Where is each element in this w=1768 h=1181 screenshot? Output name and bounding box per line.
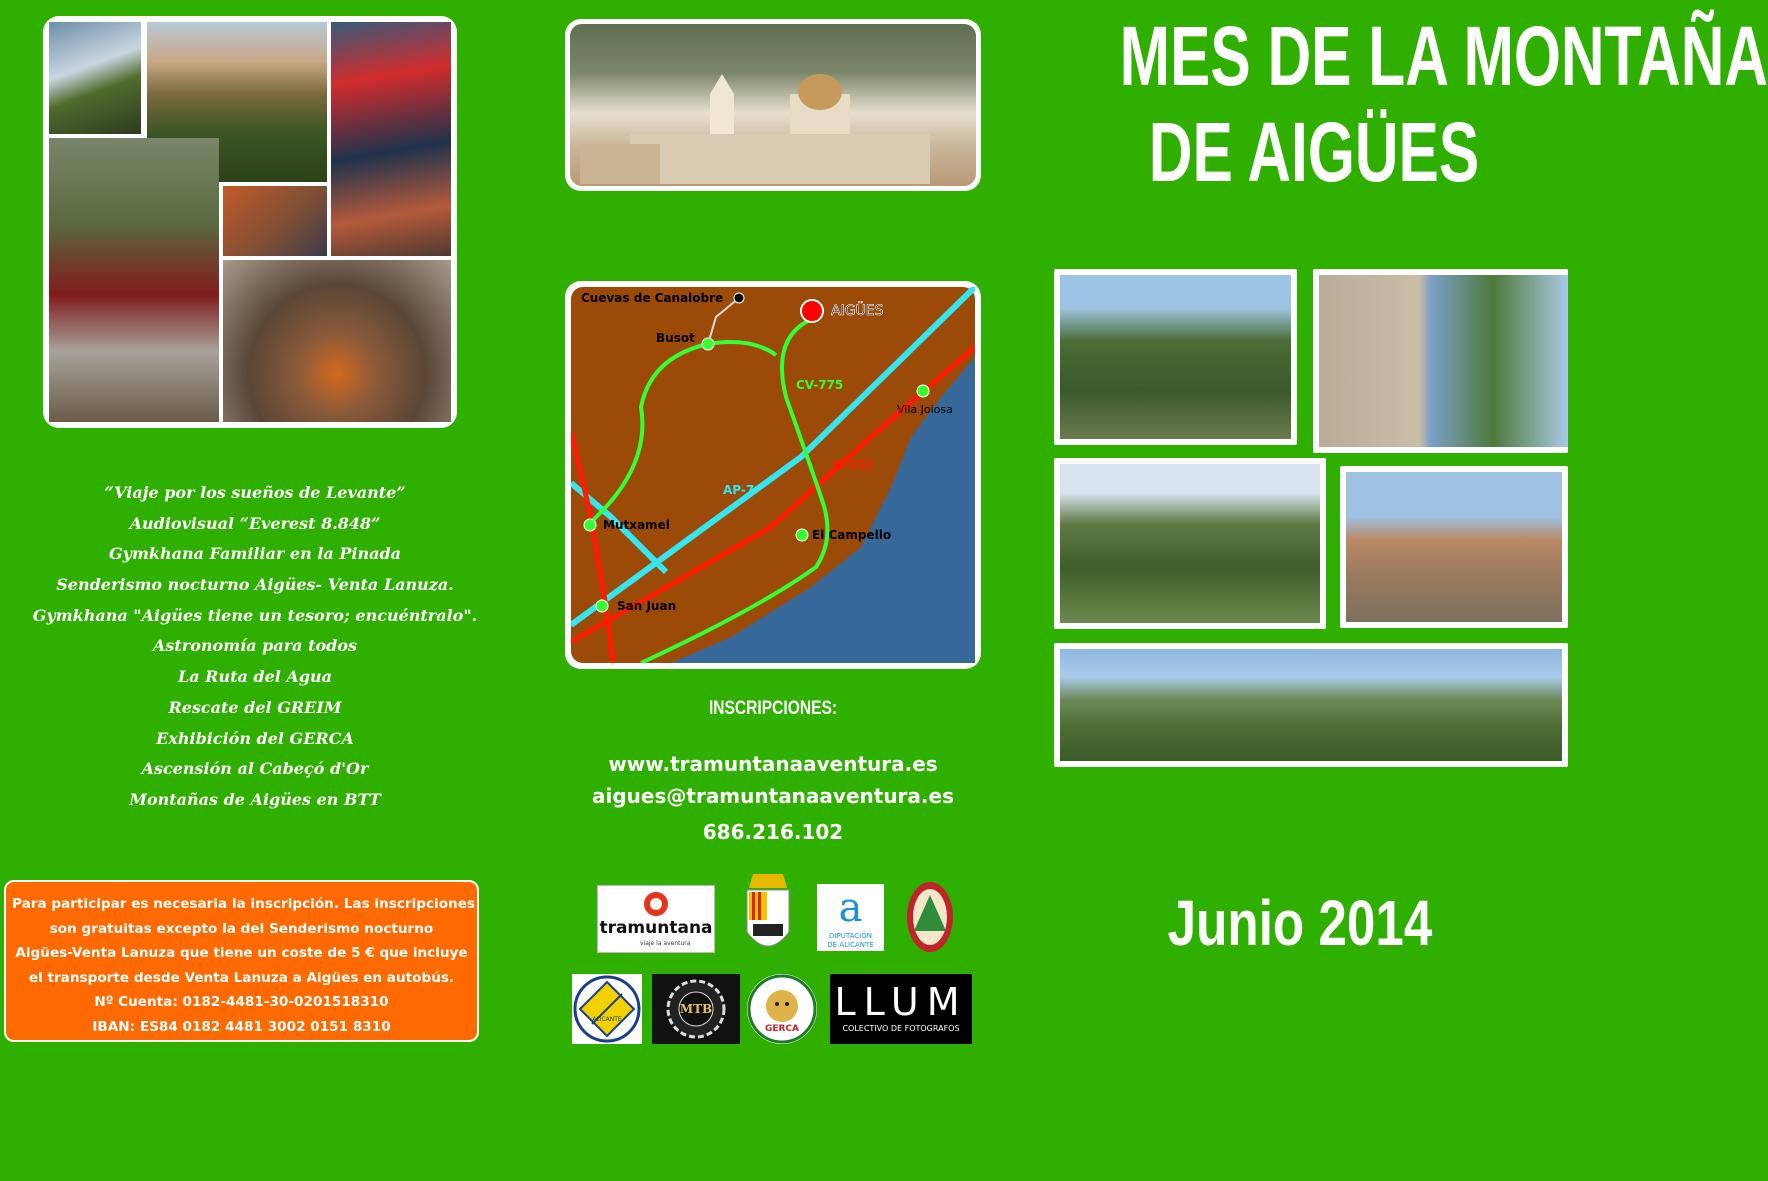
registration-info-box — [4, 880, 479, 1042]
activity-item: “Viaje por los sueños de Levante” — [104, 483, 406, 502]
logo-llum-subtitle: COLECTIVO DE FOTOGRAFOS — [842, 1024, 960, 1033]
logo-agrupacion-label: ALICANTE — [592, 1016, 622, 1023]
activity-item: Montañas de Aigües en BTT — [129, 789, 381, 809]
info-line: Para participar es necesaria la inscripción. Las inscripciones — [12, 896, 476, 912]
label-el-campello: El Campello — [812, 528, 892, 542]
logo-tramuntana-tagline: viaje la aventura — [640, 940, 691, 947]
marker-aigues — [801, 300, 823, 322]
photo-cyclists — [49, 138, 219, 422]
page-title-line2: DE AIGÜES — [1148, 105, 1480, 199]
logo-mtb-label: MTB — [679, 1002, 713, 1016]
activities-list — [30, 478, 480, 816]
photo-forest-hikers — [1060, 464, 1320, 623]
logo-mtb-club — [652, 974, 740, 1044]
info-line: Aigües-Venta Lanuza que tiene un coste de 5 € que incluye — [15, 945, 468, 962]
photo-frame-hillside — [1054, 269, 1297, 445]
village-photo-frame — [565, 19, 981, 191]
page-title-line1: MES DE LA MONTAÑA — [1119, 9, 1768, 103]
photo-watchtower — [1319, 275, 1568, 447]
photo-frame-forest — [1054, 458, 1326, 629]
account-number: Nº Cuenta: 0182-4481-30-0201518310 — [94, 994, 389, 1011]
diputacion-a-icon: a — [838, 885, 863, 931]
photo-cave-rescue — [223, 260, 451, 422]
iban-number: IBAN: ES84 0182 4481 3002 0151 8310 — [92, 1018, 391, 1035]
label-mutxamel: Mutxamel — [603, 518, 670, 532]
activity-item: Ascensión al Cabeçó d'Or — [141, 759, 369, 779]
activity-item: La Ruta del Agua — [177, 667, 333, 687]
marker-mutxamel — [584, 519, 596, 531]
marker-el-campello — [796, 529, 808, 541]
photo-climber-wall — [223, 186, 327, 256]
activity-item: Rescate del GREIM — [168, 697, 342, 717]
photo-aigues-village — [570, 24, 976, 186]
registration-email[interactable]: aigues@tramuntanaaventura.es — [592, 784, 954, 808]
marker-cuevas — [734, 293, 744, 303]
registration-heading: INSCRIPCIONES: — [708, 698, 838, 719]
activity-item: Senderismo nocturno Aigües- Venta Lanuza. — [56, 575, 454, 595]
coat-of-arms-icon — [743, 870, 793, 962]
logo-agrupacion-astronomica — [572, 974, 642, 1044]
logo-llum — [830, 974, 972, 1044]
label-san-juan: San Juan — [617, 599, 677, 613]
route-map-frame — [565, 281, 981, 669]
photo-mountain-panorama — [1060, 649, 1562, 761]
label-vila-joiosa: Vila Joiosa — [897, 403, 953, 416]
label-cuevas: Cuevas de Canalobre — [581, 291, 724, 305]
registration-website[interactable]: www.tramuntanaaventura.es — [608, 752, 938, 776]
logo-llum-name: LLUM — [834, 980, 968, 1024]
activity-item: Astronomía para todos — [152, 636, 357, 656]
photo-frame-rocks — [1340, 466, 1568, 628]
logo-aigues-coat-of-arms — [743, 870, 793, 962]
logo-gerca — [747, 974, 817, 1044]
logo-diputacion-alicante — [817, 884, 884, 951]
greim-badge-icon — [906, 881, 954, 953]
logo-tramuntana — [597, 885, 715, 953]
logo-greim-badge — [906, 881, 954, 953]
label-cv775: CV-775 — [796, 378, 844, 392]
astronomy-logo-icon — [572, 974, 642, 1044]
marker-san-juan — [596, 600, 608, 612]
registration-phone: 686.216.102 — [702, 820, 844, 844]
photo-frame-panorama — [1054, 643, 1568, 767]
info-line: son gratuitas excepto la del Senderismo nocturno — [49, 920, 434, 937]
photo-hillside — [1060, 275, 1291, 439]
logo-tramuntana-name: tramuntana — [599, 918, 713, 938]
logo-diputacion-line1: DIPUTACIÓN — [829, 932, 872, 940]
info-line: el transporte desde Venta Lanuza a Aigües en autobús. — [28, 969, 455, 986]
activity-item: Exhibición del GERCA — [156, 728, 354, 748]
activity-item: Gymkhana Familiar en la Pinada — [109, 544, 401, 564]
label-aigues: AIGÜES — [831, 303, 884, 319]
photo-collage-frame — [43, 16, 457, 428]
photo-rock-cliffs — [1346, 472, 1562, 622]
photo-mountaineer — [49, 22, 141, 134]
photo-frame-tower — [1313, 269, 1568, 453]
event-date: Junio 2014 — [1167, 887, 1433, 959]
photo-rescue-blanket — [331, 22, 451, 256]
logo-gerca-label: GERCA — [764, 1024, 800, 1034]
label-n332: N-332 — [833, 458, 874, 472]
activity-item: Gymkhana "Aigües tiene un tesoro; encuéntralo". — [32, 605, 478, 625]
marker-vila-joiosa — [917, 385, 929, 397]
activity-item: Audiovisual “Everest 8.848” — [129, 513, 381, 533]
marker-busot — [702, 338, 714, 350]
label-ap7: AP-7 — [723, 483, 755, 497]
logo-diputacion-line2: DE ALICANTE — [827, 941, 874, 949]
village-silhouette — [570, 24, 976, 186]
label-busot: Busot — [656, 331, 695, 345]
route-map — [571, 287, 975, 663]
